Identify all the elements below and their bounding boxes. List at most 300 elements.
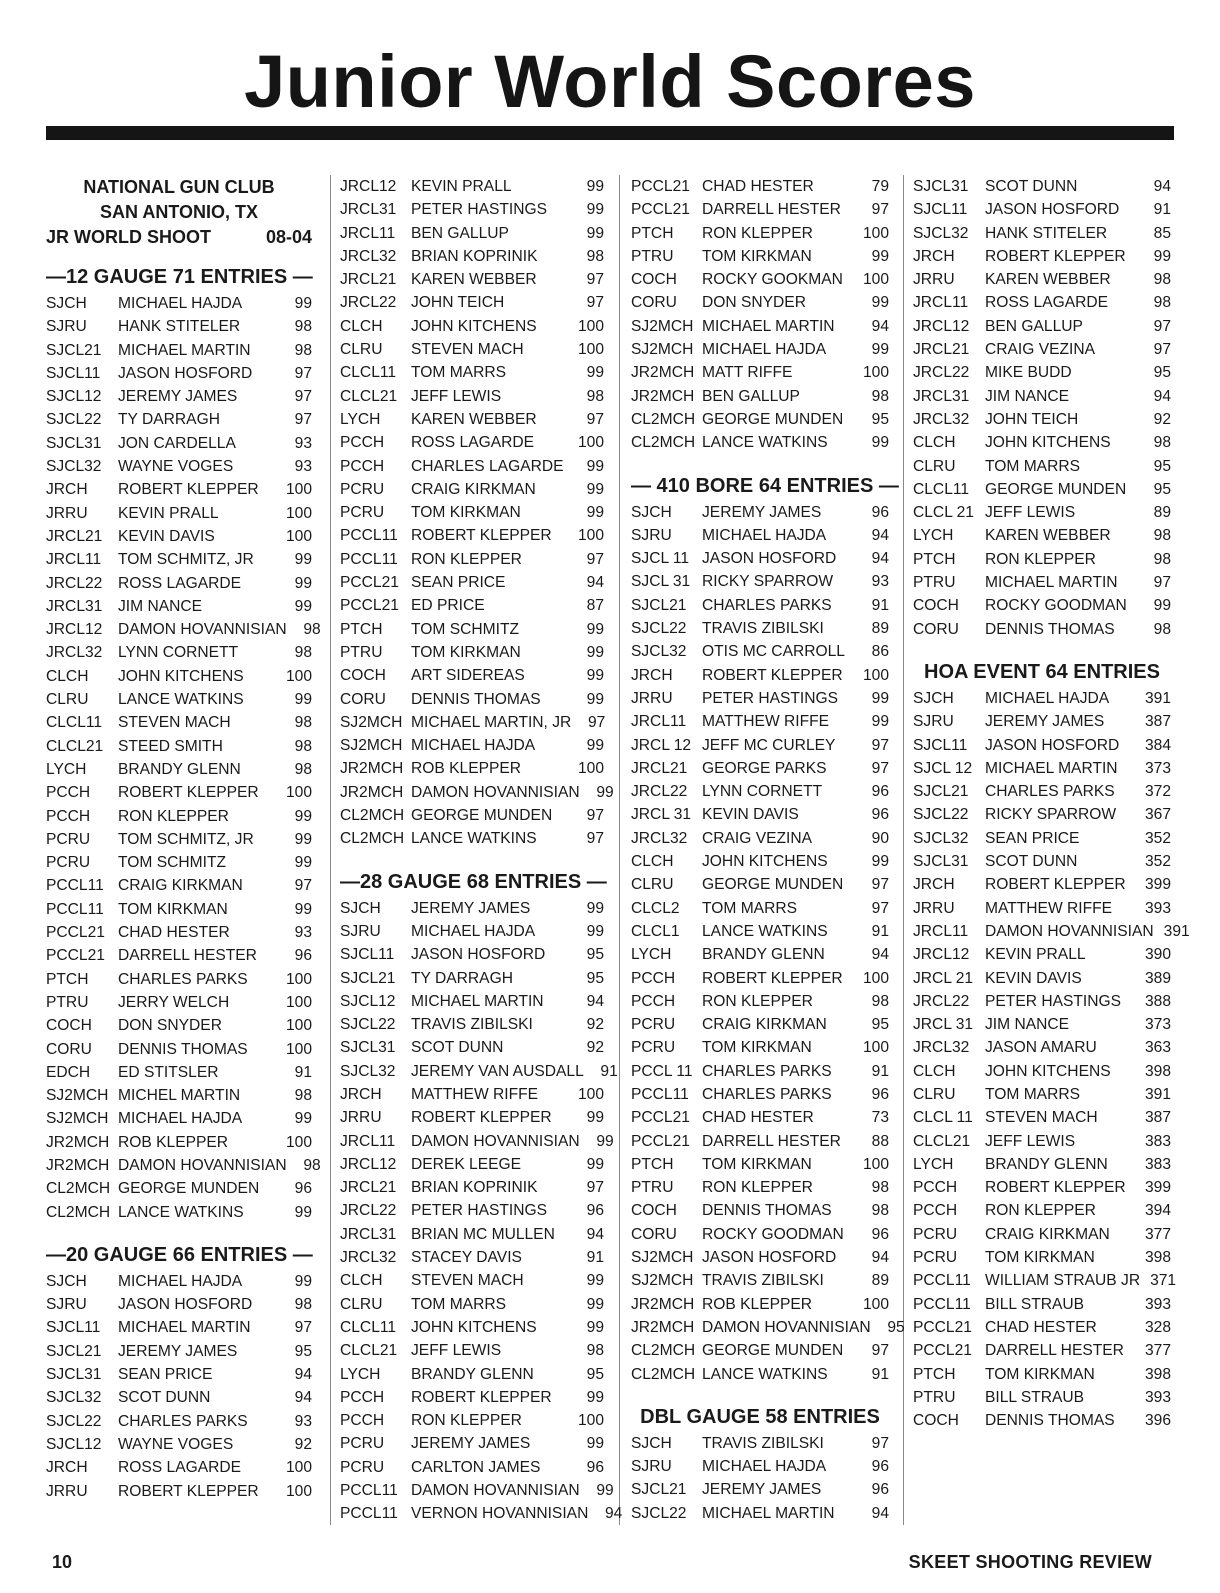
class-code: JRCL11 — [340, 224, 396, 242]
score-value: 393 — [1144, 899, 1171, 917]
shooter-name: DENNIS THOMAS — [985, 1412, 1115, 1430]
section-header: HOA EVENT 64 ENTRIES — [924, 660, 1160, 683]
score-row — [340, 1176, 604, 1199]
class-code: PCCH — [913, 1179, 958, 1197]
score-value: 100 — [285, 1459, 312, 1477]
score-row — [913, 1013, 1171, 1036]
score-value: 383 — [1144, 1132, 1171, 1150]
score-value: 99 — [871, 247, 889, 265]
score-value: 98 — [294, 644, 312, 662]
shooter-name: ROBERT KLEPPER — [702, 969, 843, 987]
score-row — [46, 1107, 312, 1130]
score-row — [46, 1410, 312, 1433]
class-code: SJ2MCH — [631, 317, 694, 335]
shooter-name: DARRELL HESTER — [702, 1132, 841, 1150]
score-row — [631, 640, 889, 663]
class-code: LYCH — [46, 760, 87, 778]
score-row — [46, 1038, 312, 1061]
shooter-name: CHAD HESTER — [985, 1318, 1097, 1336]
class-code: JRCL 21 — [913, 969, 974, 987]
score-value: 98 — [294, 1087, 312, 1105]
shooter-name: ROSS LAGARDE — [985, 294, 1109, 312]
shooter-name: JON CARDELLA — [118, 434, 236, 452]
shooter-name: ROSS LAGARDE — [118, 1459, 242, 1477]
class-code: SJCL21 — [913, 783, 969, 801]
score-value: 399 — [1144, 876, 1171, 894]
class-code: CLRU — [631, 876, 674, 894]
club-info — [46, 175, 312, 250]
class-code: PCCH — [913, 1202, 958, 1220]
score-row — [913, 361, 1171, 384]
score-row — [631, 1502, 889, 1525]
shooter-name: JASON AMARU — [985, 1039, 1097, 1057]
class-code: CLCL21 — [46, 737, 104, 755]
score-row — [46, 805, 312, 828]
class-code: PCRU — [340, 1435, 385, 1453]
class-code: JRCL22 — [46, 574, 103, 592]
shooter-name: LANCE WATKINS — [702, 434, 828, 452]
shooter-name: MICHAEL MARTIN — [702, 317, 835, 335]
shooter-name: TOM KIRKMAN — [985, 1249, 1095, 1267]
class-code: CLRU — [913, 1085, 956, 1103]
score-row — [631, 524, 889, 547]
shooter-name: RON KLEPPER — [702, 992, 813, 1010]
score-value: 387 — [1144, 713, 1171, 731]
score-row — [631, 1269, 889, 1292]
score-value: 393 — [1144, 1388, 1171, 1406]
shooter-name: VERNON HOVANNISIAN — [411, 1505, 589, 1523]
shooter-name: LANCE WATKINS — [118, 691, 244, 709]
shooter-name: TOM SCHMITZ — [411, 620, 519, 638]
score-value: 98 — [294, 1296, 312, 1314]
score-row — [46, 315, 312, 338]
class-code: SJ2MCH — [631, 341, 694, 359]
score-value: 99 — [586, 504, 604, 522]
score-value: 94 — [871, 526, 889, 544]
score-row — [340, 1083, 604, 1106]
score-row — [46, 1154, 321, 1177]
shooter-name: MATTHEW RIFFE — [702, 713, 830, 731]
score-value: 99 — [294, 900, 312, 918]
shooter-name: JOHN KITCHENS — [411, 317, 537, 335]
column-divider — [330, 175, 331, 1525]
class-code: SJCL32 — [913, 224, 969, 242]
score-row — [46, 1084, 312, 1107]
shooter-name: LANCE WATKINS — [118, 1203, 244, 1221]
score-row — [913, 1316, 1171, 1339]
shooter-name: ROB KLEPPER — [118, 1133, 229, 1151]
score-value: 100 — [285, 481, 312, 499]
score-row — [340, 781, 614, 804]
score-value: 91 — [871, 1062, 889, 1080]
score-row — [913, 1106, 1171, 1129]
score-row — [340, 1339, 604, 1362]
score-value: 377 — [1144, 1225, 1171, 1243]
class-code: PCCL21 — [340, 574, 399, 592]
class-code: PCCL21 — [631, 201, 690, 219]
shooter-name: CARLTON JAMES — [411, 1458, 541, 1476]
score-row — [340, 641, 604, 664]
section-header: DBL GAUGE 58 ENTRIES — [640, 1405, 880, 1428]
score-value: 99 — [294, 691, 312, 709]
score-row — [631, 1036, 889, 1059]
score-value: 388 — [1144, 992, 1171, 1010]
score-value: 73 — [871, 1109, 889, 1127]
shooter-name: ED STITSLER — [118, 1063, 219, 1081]
score-row — [340, 757, 604, 780]
shooter-name: DENNIS THOMAS — [118, 1040, 248, 1058]
score-value: 97 — [871, 759, 889, 777]
score-value: 100 — [285, 1482, 312, 1500]
score-section — [631, 175, 889, 455]
score-row — [46, 1201, 312, 1224]
score-row — [340, 1199, 604, 1222]
score-value: 87 — [586, 597, 604, 615]
shooter-name: CHAD HESTER — [702, 178, 814, 195]
score-row — [913, 1153, 1171, 1176]
shooter-name: CRAIG KIRKMAN — [411, 480, 536, 498]
shooter-name: STEED SMITH — [118, 737, 223, 755]
score-row — [46, 641, 312, 664]
shooter-name: KEVIN PRALL — [118, 504, 219, 522]
class-code: CLRU — [46, 691, 89, 709]
shooter-name: MATTHEW RIFFE — [985, 899, 1113, 917]
class-code: CLCL11 — [46, 714, 103, 732]
score-row — [340, 920, 604, 943]
class-code: PCCL21 — [46, 947, 105, 965]
shooter-name: DAMON HOVANNISIAN — [411, 1482, 580, 1500]
score-value: 99 — [586, 922, 604, 940]
score-value: 100 — [285, 667, 312, 685]
class-code: PTRU — [631, 1179, 674, 1197]
class-code: PCCH — [340, 1388, 385, 1406]
score-row — [631, 1246, 889, 1269]
class-code: JRCH — [46, 1459, 88, 1477]
shooter-name: BEN GALLUP — [702, 387, 800, 405]
class-code: SJRU — [46, 1296, 87, 1314]
score-value: 99 — [586, 178, 604, 195]
shooter-name: JASON HOSFORD — [118, 364, 253, 382]
score-row — [631, 594, 889, 617]
score-row — [46, 408, 312, 431]
class-code: PCRU — [340, 480, 385, 498]
shooter-name: ROBERT KLEPPER — [702, 666, 843, 684]
shooter-name: DARRELL HESTER — [118, 947, 257, 965]
class-code: SJCL21 — [631, 1481, 687, 1499]
score-row — [340, 1153, 604, 1176]
score-row — [340, 385, 604, 408]
class-code: SJCL31 — [46, 434, 102, 452]
score-row — [913, 757, 1171, 780]
class-code: JRCL11 — [340, 1132, 396, 1150]
score-value: 97 — [871, 899, 889, 917]
score-value: 89 — [1153, 504, 1171, 522]
score-row — [913, 967, 1171, 990]
score-value: 100 — [577, 1085, 604, 1103]
score-row — [340, 1223, 604, 1246]
class-code: CORU — [340, 690, 386, 708]
class-code: JRRU — [913, 899, 955, 917]
score-value: 97 — [587, 713, 606, 731]
class-code: SJCL11 — [46, 1319, 101, 1337]
class-code: SJCL21 — [46, 341, 102, 359]
score-row — [631, 920, 889, 943]
class-code: LYCH — [340, 410, 381, 428]
class-code: CORU — [913, 620, 959, 638]
score-value: 88 — [871, 1132, 889, 1150]
score-row — [340, 408, 604, 431]
shooter-name: KEVIN PRALL — [411, 178, 512, 195]
shooter-name: GEORGE MUNDEN — [702, 410, 844, 428]
score-value: 100 — [577, 317, 604, 335]
class-code: JRCL32 — [913, 410, 970, 428]
class-code: JRRU — [46, 504, 88, 522]
score-row — [913, 1060, 1171, 1083]
class-code: CORU — [631, 294, 677, 312]
score-value: 97 — [294, 1319, 312, 1337]
score-row — [46, 362, 312, 385]
score-value: 95 — [871, 410, 889, 428]
shooter-name: ROCKY GOODMAN — [702, 1225, 844, 1243]
shooter-name: JIM NANCE — [985, 1016, 1070, 1034]
score-value: 99 — [871, 713, 889, 731]
score-value: 99 — [596, 1132, 614, 1150]
class-code: JRCL21 — [340, 271, 397, 289]
score-value: 100 — [577, 341, 604, 359]
score-value: 99 — [871, 689, 889, 707]
class-code: JRCL21 — [913, 341, 970, 359]
score-row — [631, 1013, 889, 1036]
shooter-name: TY DARRAGH — [411, 969, 513, 987]
class-code: PCRU — [913, 1249, 958, 1267]
shooter-name: JEREMY JAMES — [411, 1435, 531, 1453]
score-row — [46, 1363, 312, 1386]
shooter-name: MICHAEL MARTIN — [985, 574, 1118, 592]
class-code: CL2MCH — [46, 1180, 111, 1198]
class-code: JRCL21 — [340, 1179, 397, 1197]
class-code: CORU — [46, 1040, 92, 1058]
score-value: 97 — [294, 411, 312, 429]
class-code: CLCH — [913, 1062, 956, 1080]
score-value: 98 — [294, 318, 312, 336]
score-value: 98 — [303, 1156, 321, 1174]
score-value: 96 — [586, 1202, 604, 1220]
publication-name: SKEET SHOOTING REVIEW — [908, 1552, 1152, 1572]
score-row — [913, 1339, 1171, 1362]
class-code: JRCL12 — [340, 178, 397, 195]
score-value: 86 — [871, 643, 889, 661]
shooter-name: TRAVIS ZIBILSKI — [702, 1434, 824, 1452]
score-row — [913, 897, 1171, 920]
class-code: JR2MCH — [46, 1156, 110, 1174]
class-code: PCCL21 — [913, 1342, 972, 1360]
shooter-name: ROBERT KLEPPER — [985, 1179, 1126, 1197]
class-code: JRRU — [913, 271, 955, 289]
class-code: SJ2MCH — [631, 1249, 694, 1267]
shooter-name: JEFF LEWIS — [985, 1132, 1076, 1150]
score-value: 97 — [586, 271, 604, 289]
score-row — [46, 968, 312, 991]
class-code: SJCL32 — [46, 458, 102, 476]
score-row — [46, 1456, 312, 1479]
class-code: SJRU — [631, 526, 672, 544]
class-code: PCCL11 — [46, 877, 104, 895]
class-code: CLCH — [340, 1272, 383, 1290]
score-row — [46, 525, 312, 548]
score-value: 99 — [294, 597, 312, 615]
score-row — [913, 222, 1171, 245]
score-value: 98 — [294, 341, 312, 359]
class-code: CLCH — [631, 853, 674, 871]
class-code: SJCL 31 — [631, 573, 691, 591]
score-row — [913, 431, 1171, 454]
shooter-name: JIM NANCE — [118, 597, 203, 615]
score-value: 97 — [586, 550, 604, 568]
shooter-name: DAMON HOVANNISIAN — [411, 783, 580, 801]
score-value: 98 — [586, 247, 604, 265]
score-row — [46, 665, 312, 688]
score-value: 99 — [294, 1203, 312, 1221]
score-value: 99 — [596, 783, 614, 801]
score-row — [913, 873, 1171, 896]
score-section — [913, 659, 1190, 1433]
shooter-name: MICHAEL HAJDA — [118, 295, 243, 312]
shooter-name: STEVEN MACH — [118, 714, 231, 732]
score-value: 93 — [294, 458, 312, 476]
score-value: 93 — [294, 1412, 312, 1430]
score-row — [46, 595, 312, 618]
score-row — [913, 455, 1171, 478]
class-code: JRCL32 — [631, 829, 688, 847]
score-value: 95 — [586, 969, 604, 987]
class-code: JRCL22 — [340, 1202, 397, 1220]
shooter-name: TOM MARRS — [702, 899, 798, 917]
score-row — [913, 1199, 1171, 1222]
shooter-name: TY DARRAGH — [118, 411, 220, 429]
score-row — [340, 1363, 604, 1386]
score-row — [631, 664, 889, 687]
score-row — [913, 245, 1171, 268]
score-value: 398 — [1144, 1249, 1171, 1267]
shooter-name: TOM KIRKMAN — [702, 1039, 812, 1057]
score-value: 393 — [1144, 1295, 1171, 1313]
score-row — [46, 548, 312, 571]
shooter-name: TOM KIRKMAN — [702, 1155, 812, 1173]
score-value: 94 — [871, 946, 889, 964]
class-code: SJCL22 — [340, 1016, 396, 1034]
shooter-name: JEFF LEWIS — [411, 1342, 502, 1360]
class-code: PCCH — [340, 1412, 385, 1430]
score-row — [631, 198, 889, 221]
class-code: LYCH — [340, 1365, 381, 1383]
shooter-name: JASON HOSFORD — [702, 1249, 837, 1267]
shooter-name: GEORGE MUNDEN — [985, 480, 1127, 498]
score-row — [631, 850, 889, 873]
score-value: 100 — [862, 1295, 889, 1313]
shooter-name: GEORGE MUNDEN — [702, 876, 844, 894]
class-code: JRCH — [631, 666, 673, 684]
shooter-name: JEREMY JAMES — [702, 1481, 822, 1499]
class-code: COCH — [913, 597, 959, 615]
class-code: PTRU — [913, 1388, 956, 1406]
class-code: SJCL22 — [46, 1412, 102, 1430]
class-code: LYCH — [913, 527, 954, 545]
shooter-name: LANCE WATKINS — [702, 922, 828, 940]
score-value: 99 — [586, 1435, 604, 1453]
score-row — [913, 827, 1171, 850]
score-row — [913, 1246, 1171, 1269]
score-value: 98 — [294, 737, 312, 755]
score-row — [340, 1060, 618, 1083]
score-row — [46, 688, 312, 711]
score-value: 99 — [586, 1109, 604, 1127]
results-column-4 — [913, 175, 1190, 1450]
class-code: SJRU — [46, 318, 87, 336]
class-code: PCCH — [631, 969, 676, 987]
class-code: CL2MCH — [631, 434, 696, 452]
score-row — [46, 711, 312, 734]
shooter-name: CHAD HESTER — [118, 924, 230, 942]
score-value: 96 — [871, 783, 889, 801]
score-row — [46, 455, 312, 478]
club-name: NATIONAL GUN CLUB — [83, 177, 275, 197]
score-value: 97 — [871, 1434, 889, 1452]
score-row — [46, 944, 312, 967]
score-value: 100 — [285, 993, 312, 1011]
shooter-name: TRAVIS ZIBILSKI — [702, 1272, 824, 1290]
score-value: 99 — [294, 854, 312, 872]
score-value: 95 — [1153, 457, 1171, 475]
shooter-name: TOM SCHMITZ — [118, 854, 226, 872]
class-code: JRCL12 — [340, 1155, 397, 1173]
score-row — [46, 478, 312, 501]
score-value: 89 — [871, 1272, 889, 1290]
class-code: JRCL22 — [631, 783, 688, 801]
class-code: CLCL 21 — [913, 504, 974, 522]
class-code: SJRU — [631, 1458, 672, 1476]
page-number: 10 — [52, 1552, 73, 1572]
score-value: 363 — [1144, 1039, 1171, 1057]
score-value: 100 — [862, 224, 889, 242]
shooter-name: JEREMY JAMES — [118, 1342, 238, 1360]
class-code: SJCH — [631, 1434, 672, 1452]
class-code: JRRU — [631, 689, 673, 707]
score-row — [340, 1106, 604, 1129]
score-value: 100 — [862, 666, 889, 684]
class-code: SJCL22 — [46, 411, 102, 429]
class-code: SJCH — [340, 899, 381, 917]
score-value: 94 — [586, 574, 604, 592]
score-value: 100 — [862, 364, 889, 382]
class-code: CL2MCH — [631, 1342, 696, 1360]
shooter-name: CRAIG KIRKMAN — [985, 1225, 1110, 1243]
class-code: SJCL22 — [631, 1504, 687, 1522]
class-code: COCH — [631, 1202, 677, 1220]
shooter-name: MICHAEL MARTIN — [985, 759, 1118, 777]
score-value: 99 — [586, 224, 604, 242]
column-divider — [619, 175, 620, 1525]
score-row — [631, 1363, 889, 1386]
class-code: SJ2MCH — [340, 737, 403, 755]
score-row — [913, 734, 1171, 757]
shooter-name: SCOT DUNN — [985, 853, 1078, 871]
class-code: SJRU — [340, 922, 381, 940]
class-code: PTCH — [340, 620, 383, 638]
score-row — [340, 478, 604, 501]
score-row — [913, 1176, 1171, 1199]
shooter-name: DAMON HOVANNISIAN — [985, 922, 1154, 940]
score-row — [913, 175, 1171, 198]
